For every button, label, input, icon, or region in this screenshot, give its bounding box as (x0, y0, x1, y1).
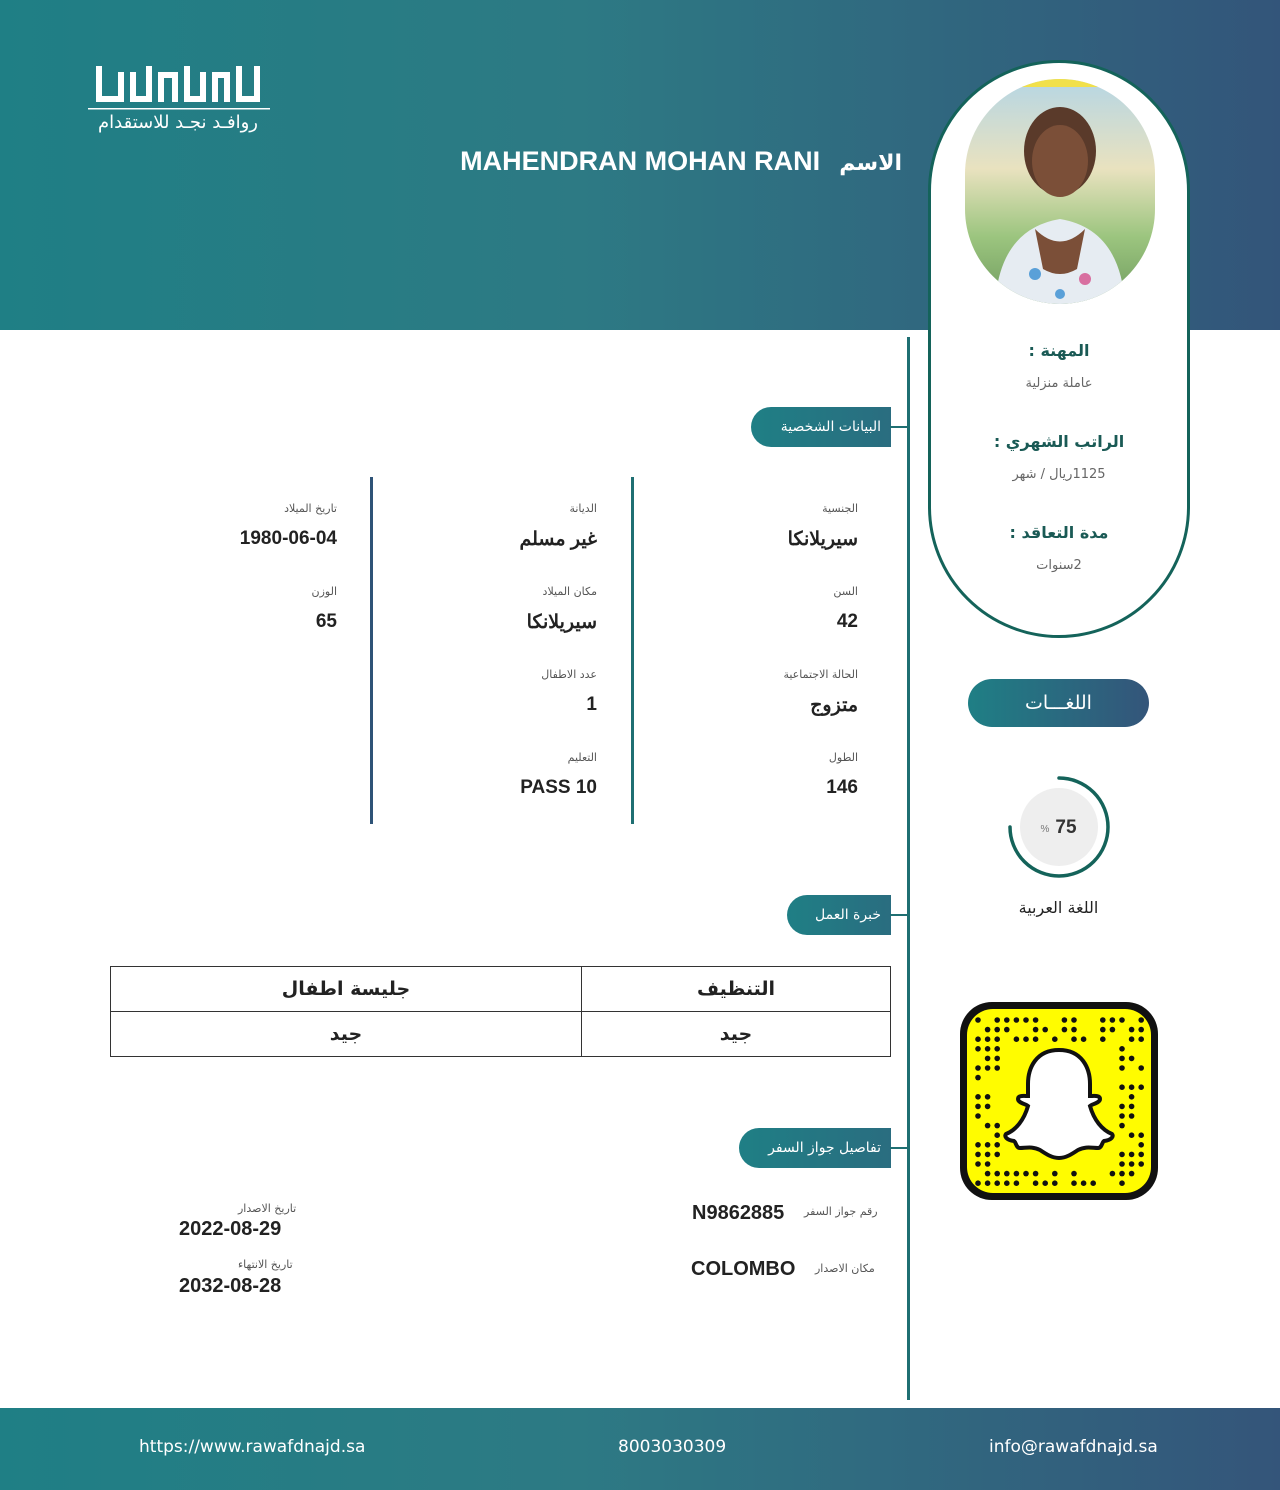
snapcode-dot (985, 1123, 991, 1129)
snapcode-dot (1129, 1027, 1135, 1033)
contract-value: 2سنوات (1036, 558, 1082, 573)
candidate-name (460, 146, 902, 177)
profession-value: عاملة منزلية (1025, 376, 1093, 391)
table-row (111, 1012, 891, 1057)
snapcode-dot (1119, 1046, 1125, 1052)
snapcode-dot (994, 1123, 1000, 1129)
birth-place-label: مكان الميلاد (542, 585, 597, 598)
snapcode-dot (1042, 1027, 1048, 1033)
snapcode-dot (975, 1065, 981, 1071)
snapcode-dot (1129, 1132, 1135, 1138)
snapcode-dot (1129, 1056, 1135, 1062)
phone-number[interactable]: 8003030309 (618, 1437, 727, 1457)
experience-table (110, 966, 891, 1057)
snapcode-dot (975, 1104, 981, 1110)
nationality-label: الجنسية (822, 502, 858, 515)
arabic-language-gauge (1008, 776, 1110, 878)
skill-level: جيد (582, 1012, 891, 1057)
snapcode-dot (1090, 1180, 1096, 1186)
snapcode-dot (1129, 1171, 1135, 1177)
snapcode-dot (975, 1036, 981, 1042)
snapcode-dot (1033, 1027, 1039, 1033)
snapcode-dot (1138, 1036, 1144, 1042)
snapcode-dot (1110, 1027, 1116, 1033)
birth-date-label: تاريخ الميلاد (284, 502, 337, 515)
snapcode-dot (1119, 1084, 1125, 1090)
snapcode-dot (1100, 1027, 1106, 1033)
website-link[interactable]: https://www.rawafdnajd.sa (139, 1437, 366, 1457)
snapcode-dot (994, 1142, 1000, 1148)
religion-value: غير مسلم (519, 529, 597, 550)
snapcode-dot (985, 1046, 991, 1052)
snapcode-dot (1110, 1017, 1116, 1023)
email-link[interactable]: info@rawafdnajd.sa (989, 1437, 1158, 1457)
snapchat-code (958, 1000, 1160, 1202)
snapcode-dot (975, 1152, 981, 1158)
snapcode-dot (985, 1180, 991, 1186)
footer-bar (0, 1408, 1280, 1490)
height-value: 146 (826, 777, 858, 798)
snapcode-dot (994, 1017, 1000, 1023)
snapcode-dot (1004, 1180, 1010, 1186)
person-silhouette-icon (965, 79, 1155, 304)
children-label: عدد الاطفال (541, 668, 597, 681)
snapcode-dot (994, 1180, 1000, 1186)
snapcode-dot (1071, 1036, 1077, 1042)
salary-label: الراتب الشهري : (993, 432, 1125, 451)
snapcode-dot (975, 1142, 981, 1148)
snapcode-dot (975, 1180, 981, 1186)
snapcode-dot (1014, 1180, 1020, 1186)
snapcode-dot (1119, 1180, 1125, 1186)
issue-place-label: مكان الاصدار (815, 1262, 875, 1275)
snapcode-dot (985, 1027, 991, 1033)
snapcode-dot (975, 1017, 981, 1023)
snapcode-dot (1129, 1152, 1135, 1158)
snapcode-dot (1062, 1017, 1068, 1023)
snapcode-dot (1119, 1161, 1125, 1167)
age-value: 42 (836, 611, 858, 632)
languages-title: اللغـــات (968, 679, 1149, 727)
snapcode-dot (1023, 1171, 1029, 1177)
snapcode-dot (1119, 1113, 1125, 1119)
gauge-percent-sign: % (1040, 824, 1050, 835)
snapcode-dot (1023, 1017, 1029, 1023)
language-name: اللغة العربية (1018, 898, 1099, 917)
snapcode-dot (985, 1104, 991, 1110)
snapcode-dot (985, 1056, 991, 1062)
snapcode-dot (985, 1161, 991, 1167)
passport-number-value: N9862885 (692, 1202, 785, 1224)
snapcode-dot (985, 1142, 991, 1148)
snapcode-dot (1119, 1152, 1125, 1158)
snapcode-dot (1071, 1171, 1077, 1177)
marital-status-value: متزوج (810, 695, 858, 716)
gauge-percent: 75 (1055, 817, 1077, 838)
birth-date-value: 1980-06-04 (239, 528, 337, 549)
snapcode-dot (1062, 1027, 1068, 1033)
nationality-value: سيريلانكا (787, 529, 858, 550)
weight-value: 65 (315, 611, 337, 632)
snapcode-dot (1119, 1123, 1125, 1129)
snapcode-dot (1014, 1036, 1020, 1042)
snapcode-dot (994, 1132, 1000, 1138)
issue-date-value: 2022-08-29 (179, 1218, 282, 1240)
snapcode-dot (1138, 1152, 1144, 1158)
column-divider (370, 477, 373, 824)
snapcode-dot (994, 1171, 1000, 1177)
snapcode-dot (994, 1027, 1000, 1033)
age-label: السن (833, 585, 858, 598)
logo-subtitle: روافـد نجـد للاستقدام (98, 112, 258, 133)
candidate-photo (965, 79, 1155, 304)
snapcode-dot (1052, 1171, 1058, 1177)
snapcode-dot (1100, 1036, 1106, 1042)
snapcode-dot (1119, 1065, 1125, 1071)
snapcode-dot (985, 1036, 991, 1042)
snapcode-dot (1129, 1036, 1135, 1042)
weight-label: الوزن (311, 585, 337, 598)
marital-status-label: الحالة الاجتماعية (783, 668, 858, 681)
snapcode-dot (1014, 1171, 1020, 1177)
snapcode-dot (1033, 1036, 1039, 1042)
birth-place-value: سيريلانكا (526, 612, 597, 633)
experience-section-pill: خبرة العمل (787, 895, 891, 935)
issue-date-label: تاريخ الاصدار (238, 1202, 297, 1215)
snapcode-dot (1119, 1017, 1125, 1023)
snapcode-dot (1004, 1027, 1010, 1033)
children-value: 1 (586, 694, 597, 715)
education-label: التعليم (567, 751, 597, 764)
personal-section-pill: البيانات الشخصية (751, 407, 891, 447)
snapcode-dot (985, 1171, 991, 1177)
snapcode-dot (1129, 1161, 1135, 1167)
snapcode-dot (1129, 1104, 1135, 1110)
snapcode-dot (1023, 1036, 1029, 1042)
passport-number-label: رقم جواز السفر (804, 1205, 878, 1218)
snapcode-dot (1138, 1142, 1144, 1148)
skill-level: جيد (111, 1012, 582, 1057)
snapcode-dot (975, 1094, 981, 1100)
name-value: MAHENDRAN MOHAN RANI (460, 146, 821, 176)
skill-header: التنظيف (582, 967, 891, 1012)
issue-place-value: COLOMBO (691, 1258, 796, 1280)
snapcode-dot (1004, 1171, 1010, 1177)
contract-label: مدة التعاقد : (1009, 523, 1109, 542)
snapcode-dot (1100, 1017, 1106, 1023)
education-value: PASS 10 (520, 777, 597, 798)
snapcode-dot (1071, 1027, 1077, 1033)
snapcode-dot (1004, 1017, 1010, 1023)
snapcode-dot (1129, 1113, 1135, 1119)
snapcode-dot (1052, 1036, 1058, 1042)
snapcode-dot (994, 1036, 1000, 1042)
name-label: الاسم (839, 151, 902, 176)
snapcode-dot (1138, 1084, 1144, 1090)
snapcode-dot (975, 1161, 981, 1167)
snapcode-dot (985, 1065, 991, 1071)
snapcode-dot (975, 1113, 981, 1119)
skill-header: جليسة اطفال (111, 967, 582, 1012)
table-row (111, 967, 891, 1012)
snapcode-dot (1110, 1171, 1116, 1177)
column-divider (631, 477, 634, 824)
snapcode-dot (1129, 1094, 1135, 1100)
snapcode-dot (985, 1094, 991, 1100)
snapcode-dot (1138, 1065, 1144, 1071)
snapcode-dot (1119, 1104, 1125, 1110)
snapcode-dot (994, 1056, 1000, 1062)
snapcode-dot (1129, 1084, 1135, 1090)
pill-connector (890, 426, 908, 428)
snapcode-dot (1071, 1017, 1077, 1023)
expiry-date-value: 2032-08-28 (179, 1275, 282, 1297)
snapcode-dot (994, 1065, 1000, 1071)
snapcode-dot (1081, 1036, 1087, 1042)
snapcode-dot (975, 1046, 981, 1052)
snapcode-dot (1052, 1180, 1058, 1186)
pill-connector (890, 914, 908, 916)
passport-section-pill: تفاصيل جواز السفر (739, 1128, 891, 1168)
snapcode-dot (1033, 1017, 1039, 1023)
profile-card (928, 60, 1190, 638)
height-label: الطول (828, 751, 858, 764)
profession-label: المهنة : (1028, 341, 1090, 360)
snapcode-dot (1071, 1180, 1077, 1186)
snapcode-dot (1138, 1132, 1144, 1138)
snapcode-dot (1138, 1017, 1144, 1023)
pill-connector (890, 1147, 908, 1149)
snapcode-dot (1081, 1180, 1087, 1186)
snapcode-dot (975, 1075, 981, 1081)
salary-value: 1125ريال / شهر (1012, 467, 1106, 482)
snapcode-dot (1138, 1161, 1144, 1167)
snapcode-dot (1014, 1017, 1020, 1023)
expiry-date-label: تاريخ الانتهاء (238, 1258, 293, 1271)
snapcode-dot (985, 1152, 991, 1158)
snapcode-dot (994, 1046, 1000, 1052)
snapcode-dot (994, 1152, 1000, 1158)
snapcode-dot (1042, 1180, 1048, 1186)
snapcode-dot (1033, 1171, 1039, 1177)
timeline-line (907, 337, 910, 1400)
snapcode-dot (1119, 1171, 1125, 1177)
snapcode-dot (1033, 1180, 1039, 1186)
religion-label: الديانة (569, 502, 597, 515)
snapcode-dot (1138, 1027, 1144, 1033)
snapcode-dot (1119, 1056, 1125, 1062)
